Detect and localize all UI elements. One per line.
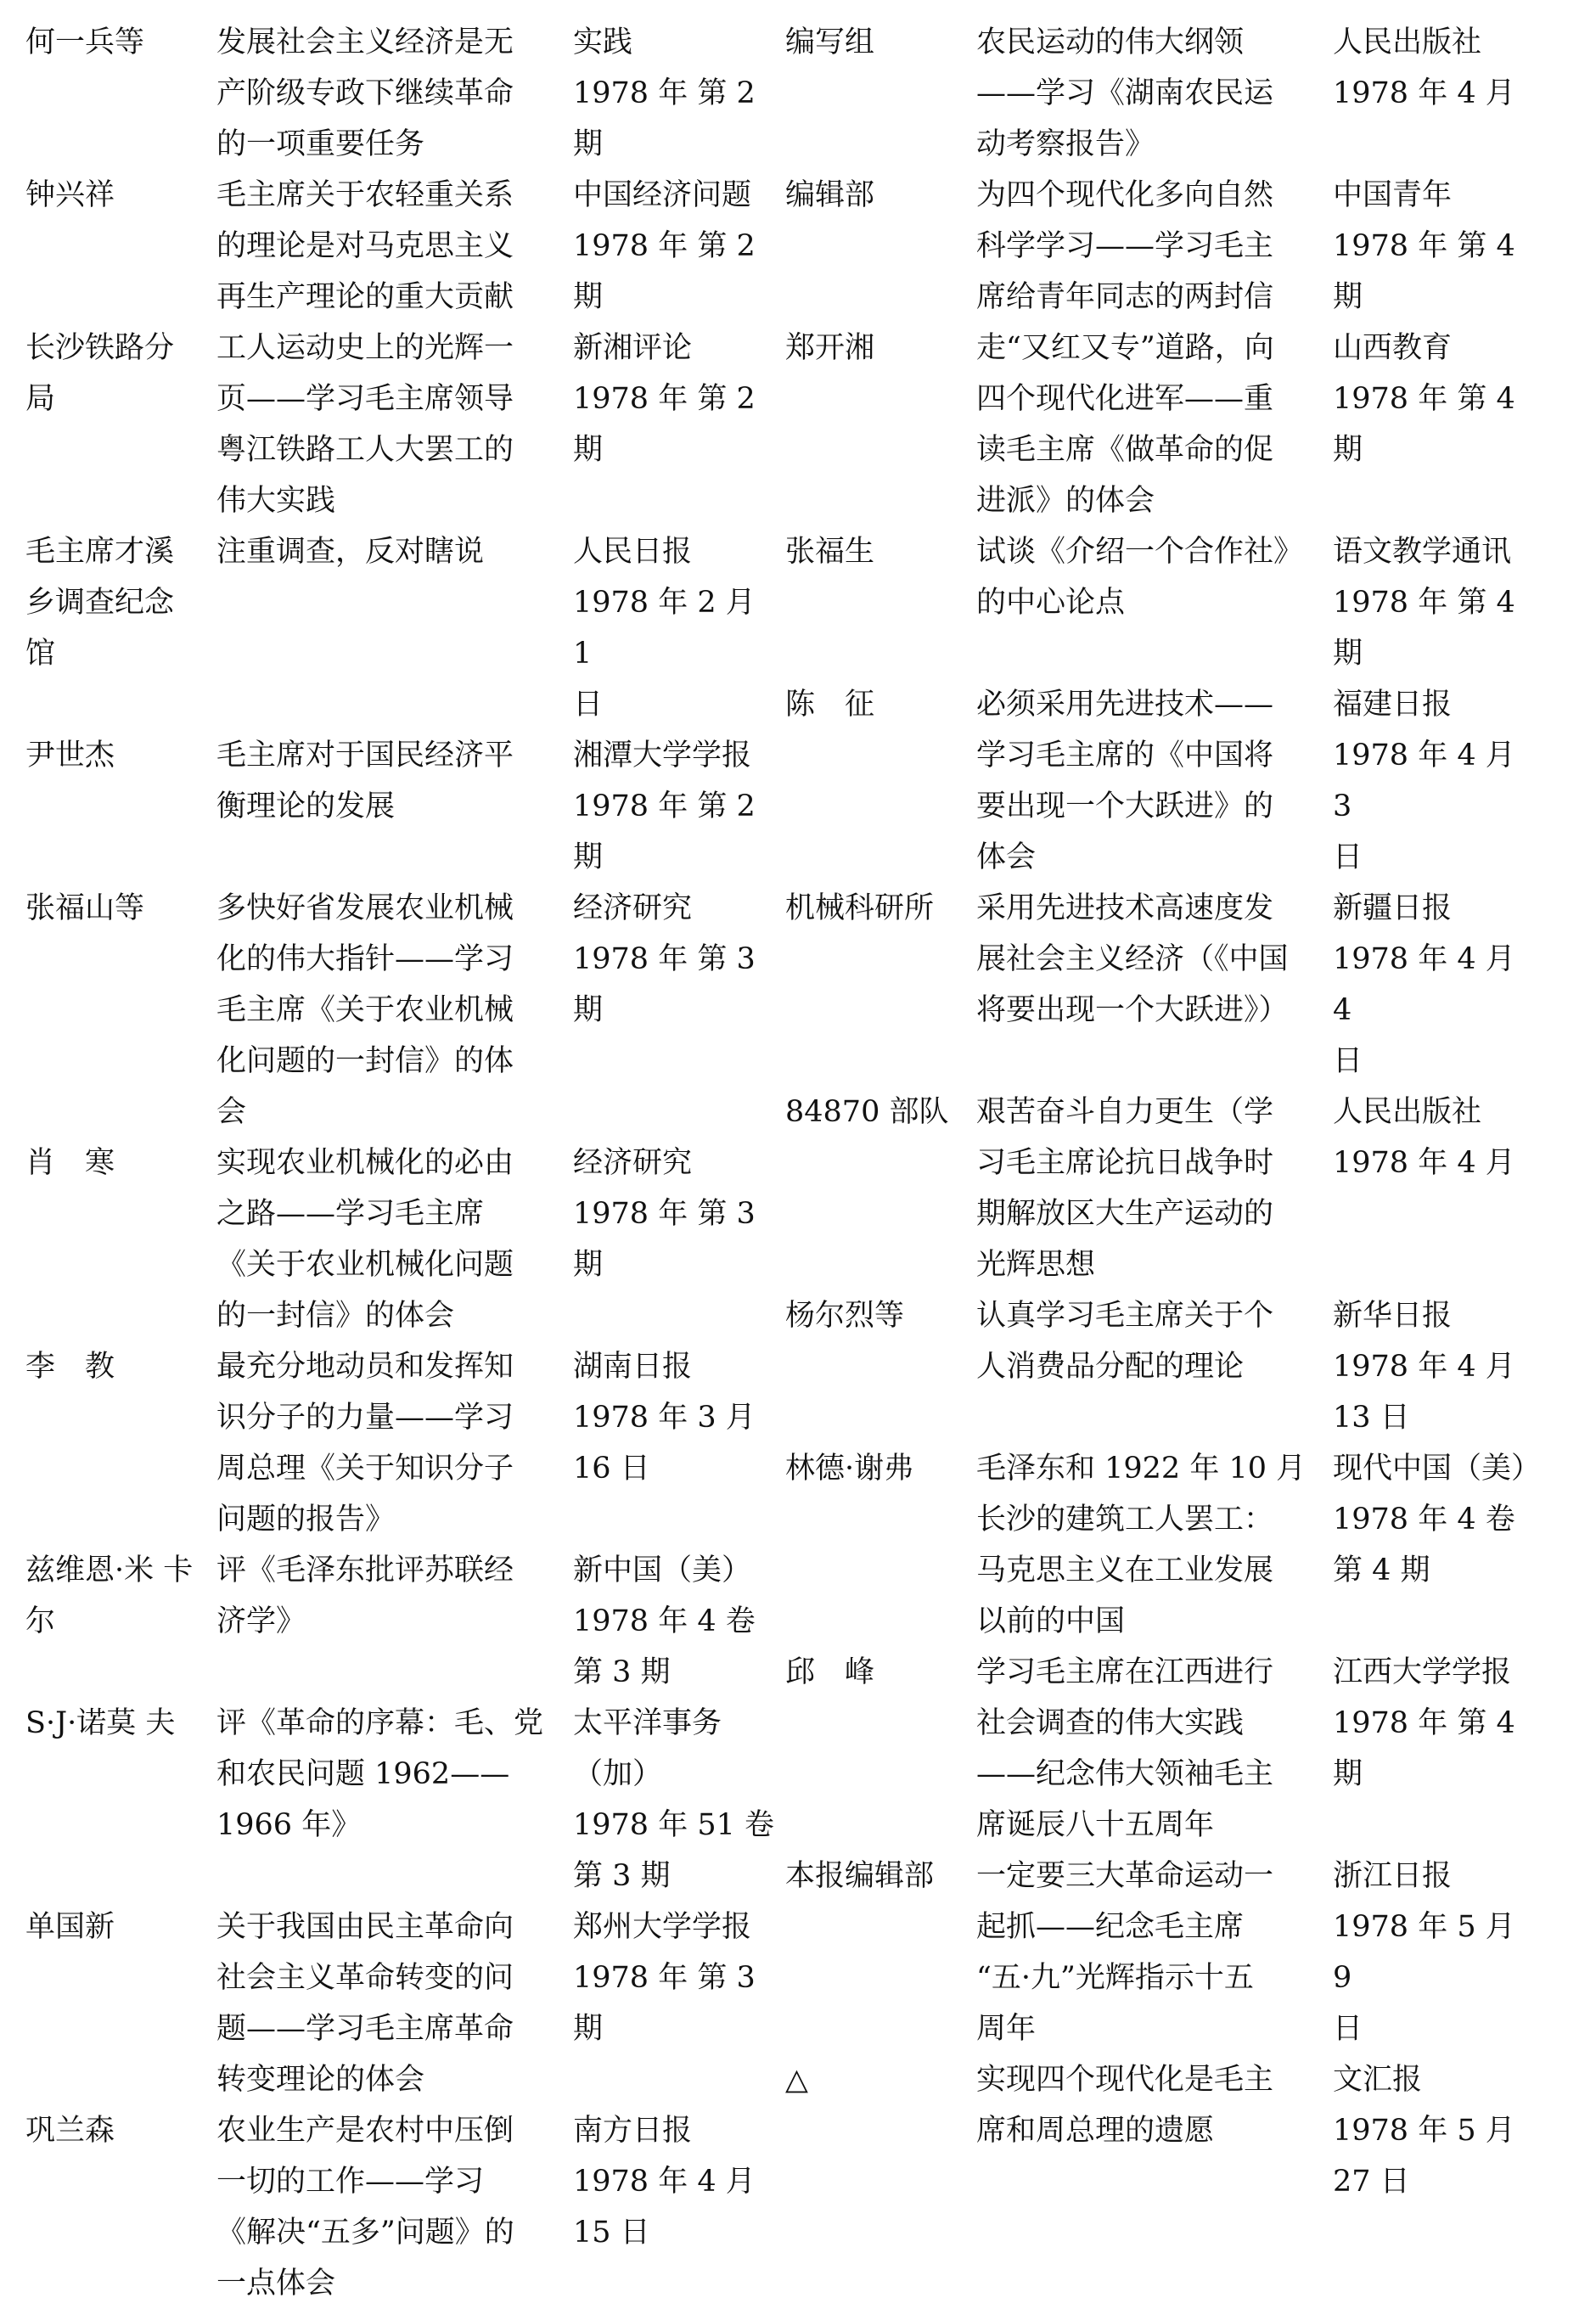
entry-source: 人民日报 1978 年 2 月 1 日 (573, 535, 756, 722)
entry-author: 84870 部队 (785, 1095, 949, 1129)
entry-author: 邱 峰 (785, 1655, 875, 1689)
bibliography-entry (785, 2054, 1541, 2207)
entry-author: 机械科研所 (785, 891, 935, 925)
entry-title: 实现农业机械化的必由 之路——学习毛主席 《关于农业机械化问题 的一封信》的体会 (216, 1146, 514, 1333)
entry-author: 本报编辑部 (785, 1859, 935, 1893)
entry-author: 肖 寒 (25, 1146, 115, 1180)
bibliography-entry (785, 170, 1541, 323)
bibliography-entry (25, 1138, 781, 1341)
entry-author: 李 教 (25, 1350, 115, 1384)
left-column (25, 17, 781, 2309)
bibliography-entry (25, 1545, 781, 1698)
bibliography-entry (785, 1851, 1541, 2054)
entry-title: 认真学习毛主席关于个 人消费品分配的理论 (976, 1299, 1274, 1384)
bibliography-entry (25, 323, 781, 526)
entry-source: 山西教育 1978 年 第 4 期 (1333, 331, 1515, 467)
entry-title: 试谈《介绍一个合作社》 的中心论点 (976, 535, 1304, 620)
entry-title: 评《革命的序幕：毛、党 和农民问题 1962—— 1966 年》 (216, 1706, 544, 1842)
entry-title: 工人运动史上的光辉一 页——学习毛主席领导 粤江铁路工人大罢工的 伟大实践 (216, 331, 514, 518)
entry-author: 陈 征 (785, 688, 875, 722)
entry-source: 现代中国（美） 1978 年 4 卷 第 4 期 (1333, 1452, 1541, 1587)
entry-author: 长沙铁路分 局 (25, 331, 175, 416)
entry-source: 郑州大学学报 1978 年 第 3 期 (573, 1910, 756, 2046)
entry-source: 经济研究 1978 年 第 3 期 (573, 1146, 756, 1282)
entry-source: 浙江日报 1978 年 5 月 9 日 (1333, 1859, 1515, 2046)
entry-title: 必须采用先进技术—— 学习毛主席的《中国将 要出现一个大跃进》的 体会 (976, 688, 1274, 874)
bibliography-entry (25, 170, 781, 323)
entry-title: 学习毛主席在江西进行 社会调查的伟大实践 ——纪念伟大领袖毛主 席诞辰八十五周年 (976, 1655, 1274, 1842)
entry-author: △ (785, 2063, 808, 2097)
entry-author: S·J·诺莫 夫 (25, 1706, 176, 1740)
bibliography-entry (25, 1341, 781, 1545)
entry-source: 语文教学通讯 1978 年 第 4 期 (1333, 535, 1515, 671)
entry-title: 农民运动的伟大纲领 ——学习《湖南农民运 动考察报告》 (976, 25, 1274, 161)
entry-source: 文汇报 1978 年 5 月 27 日 (1333, 2063, 1515, 2199)
entry-title: 实现四个现代化是毛主 席和周总理的遗愿 (976, 2063, 1274, 2148)
entry-author: 兹维恩·米 卡尔 (25, 1553, 194, 1638)
bibliography-entry (785, 679, 1541, 883)
entry-author: 郑开湘 (785, 331, 875, 365)
bibliography-entry (25, 1698, 781, 1902)
entry-source: 人民出版社 1978 年 4 月 (1333, 1095, 1515, 1180)
right-column (785, 17, 1541, 2207)
bibliography-entry (785, 1087, 1541, 1290)
bibliography-entry (25, 1902, 781, 2105)
entry-author: 编写组 (785, 25, 875, 59)
entry-title: 评《毛泽东批评苏联经 济学》 (216, 1553, 514, 1638)
entry-source: 湘潭大学学报 1978 年 第 2 期 (573, 739, 756, 874)
entry-author: 巩兰森 (25, 2114, 115, 2148)
entry-source: 实践 1978 年 第 2 期 (573, 25, 756, 161)
bibliography-entry (785, 1290, 1541, 1443)
entry-title: 发展社会主义经济是无 产阶级专政下继续革命 的一项重要任务 (216, 25, 514, 161)
entry-author: 钟兴祥 (25, 178, 115, 212)
entry-title: 毛主席对于国民经济平 衡理论的发展 (216, 739, 514, 823)
entry-title: 多快好省发展农业机械 化的伟大指针——学习 毛主席《关于农业机械 化问题的一封信》的体 会 (216, 891, 514, 1129)
bibliography-entry (25, 730, 781, 883)
bibliography-entry (785, 526, 1541, 679)
entry-author: 林德·谢弗 (785, 1452, 914, 1486)
entry-author: 尹世杰 (25, 739, 115, 772)
entry-title: 毛泽东和 1922 年 10 月 长沙的建筑工人罢工： 马克思主义在工业发展 以前的中国 (976, 1452, 1307, 1638)
entry-title: 最充分地动员和发挥知 识分子的力量——学习 周总理《关于知识分子 问题的报告》 (216, 1350, 514, 1537)
entry-source: 新疆日报 1978 年 4 月 4 日 (1333, 891, 1515, 1078)
entry-source: 江西大学学报 1978 年 第 4 期 (1333, 1655, 1515, 1791)
entry-author: 毛主席才溪 乡调查纪念 馆 (25, 535, 175, 671)
entry-source: 中国经济问题 1978 年 第 2 期 (573, 178, 756, 314)
entry-title: 关于我国由民主革命向 社会主义革命转变的问 题——学习毛主席革命 转变理论的体会 (216, 1910, 514, 2097)
entry-author: 杨尔烈等 (785, 1299, 905, 1333)
entry-title: 为四个现代化多向自然 科学学习——学习毛主 席给青年同志的两封信 (976, 178, 1274, 314)
bibliography-entry (785, 883, 1541, 1087)
entry-author: 单国新 (25, 1910, 115, 1944)
entry-title: 一定要三大革命运动一 起抓——纪念毛主席 “五·九”光辉指示十五 周年 (976, 1859, 1274, 2046)
entry-title: 农业生产是农村中压倒 一切的工作——学习 《解决“五多”问题》的 一点体会 (216, 2114, 514, 2301)
entry-source: 人民出版社 1978 年 4 月 (1333, 25, 1515, 110)
entry-title: 毛主席关于农轻重关系 的理论是对马克思主义 再生产理论的重大贡献 (216, 178, 514, 314)
bibliography-entry (25, 17, 781, 170)
entry-author: 何一兵等 (25, 25, 145, 59)
bibliography-entry (785, 1647, 1541, 1851)
entry-source: 南方日报 1978 年 4 月 15 日 (573, 2114, 756, 2250)
entry-title: 注重调查，反对瞎说 (216, 535, 485, 569)
bibliography-entry (25, 2105, 781, 2309)
entry-author: 张福生 (785, 535, 875, 569)
entry-title: 艰苦奋斗自力更生（学 习毛主席论抗日战争时 期解放区大生产运动的 光辉思想 (976, 1095, 1274, 1282)
bibliography-entry (785, 17, 1541, 170)
entry-author: 张福山等 (25, 891, 145, 925)
entry-source: 经济研究 1978 年 第 3 期 (573, 891, 756, 1027)
entry-source: 中国青年 1978 年 第 4 期 (1333, 178, 1515, 314)
bibliography-entry (785, 1443, 1541, 1647)
bibliography-entry (25, 526, 781, 730)
entry-source: 新华日报 1978 年 4 月 13 日 (1333, 1299, 1515, 1435)
bibliography-entry (785, 323, 1541, 526)
bibliography-entry (25, 883, 781, 1138)
entry-title: 走“又红又专”道路，向 四个现代化进军——重 读毛主席《做革命的促 进派》的体会 (976, 331, 1274, 518)
entry-source: 新湘评论 1978 年 第 2 期 (573, 331, 756, 467)
entry-source: 新中国（美） 1978 年 4 卷 第 3 期 (573, 1553, 756, 1689)
entry-title: 采用先进技术高速度发 展社会主义经济（《中国 将要出现一个大跃进》） (976, 891, 1289, 1027)
entry-source: 福建日报 1978 年 4 月 3 日 (1333, 688, 1515, 874)
entry-source: 湖南日报 1978 年 3 月 16 日 (573, 1350, 756, 1486)
entry-source: 太平洋事务 （加） 1978 年 51 卷 第 3 期 (573, 1706, 774, 1893)
entry-author: 编辑部 (785, 178, 875, 212)
